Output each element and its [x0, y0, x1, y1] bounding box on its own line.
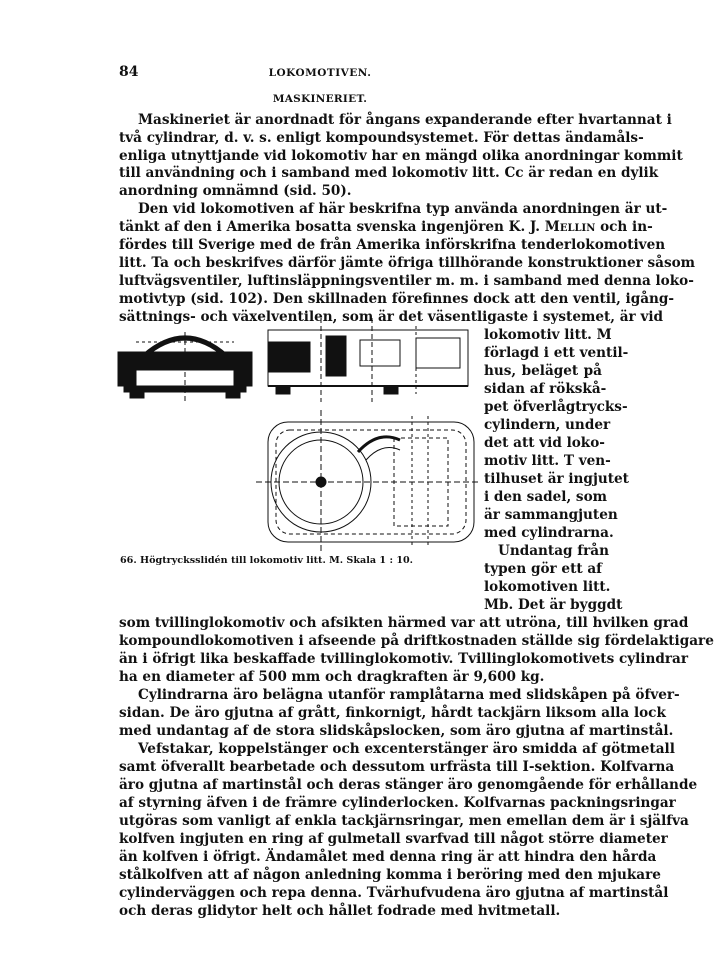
text-line: [119, 219, 653, 235]
text-line: af styrning äfven i de främre cylinderlocken. Kolfvarnas packningsringar: [119, 795, 676, 811]
text-line: ha en diameter af 500 mm och dragkraften är 9,600 kg.: [119, 669, 545, 685]
text-segment: tänkt af den i Amerika bosatta svenska ingenjören K. J.: [119, 219, 545, 235]
text-line: utgöras som vanligt af enkla tackjärnsringar, men emellan dem är i själfva: [119, 813, 689, 829]
text-line: i den sadel, som: [484, 489, 608, 505]
text-line: cylinderväggen och repa denna. Tvärhufvudena äro gjutna af martinstål: [119, 885, 669, 901]
text-line: motivtyp (sid. 102). Den skillnaden förefinnes dock att den ventil, igång-: [119, 291, 675, 307]
text-line: enliga utnyttjande vid lokomotiv har en mängd olika anordningar kommit: [119, 148, 683, 164]
text-line: sättnings- och växelventilen, som är det väsentligaste i systemet, är vid: [119, 309, 664, 325]
text-line: litt. Ta och beskrifves därför jämte öfriga tillhörande konstruktioner såsom: [119, 255, 696, 271]
text-line: äro gjutna af martinstål och deras stänger äro genomgående för erhållande: [119, 777, 698, 793]
section-title: MASKINERIET.: [272, 93, 368, 105]
text-line: fördes till Sverige med de från Amerika införskrifna tenderlokomotiven: [119, 237, 666, 253]
running-head: LOKOMOTIVEN.: [268, 67, 372, 79]
text-line: Undantag från: [498, 543, 609, 559]
text-line: hus, beläget på: [484, 363, 602, 379]
text-line: cylindern, under: [484, 417, 611, 433]
text-line: som tvillinglokomotiv och afsikten härmed var att utröna, till hvilken grad: [119, 615, 689, 631]
text-line: Cylindrarna äro belägna utanför ramplåtarna med slidskåpen på öfver-: [138, 687, 680, 703]
text-line: typen gör ett af: [484, 561, 603, 577]
slide-valve-drawing: [116, 312, 480, 554]
text-line: kompoundlokomotiven i afseende på driftkostnaden ställde sig fördelaktigare: [119, 633, 714, 649]
text-line: sidan af rökskå-: [484, 381, 607, 397]
text-line: Vefstakar, koppelstänger och excenterstänger äro smidda af götmetall: [138, 741, 675, 757]
text-line: lokomotiven litt.: [484, 579, 611, 595]
text-line: motiv litt. T ven-: [484, 453, 611, 469]
text-line: förlagd i ett ventil-: [484, 345, 629, 361]
figure-slide-valve-drawing: [116, 312, 480, 554]
text-line: tilhuset är ingjutet: [484, 471, 629, 487]
text-line: till användning och i samband med lokomotiv litt. Cc är redan en dylik: [119, 165, 659, 181]
text-line: med cylindrarna.: [484, 525, 614, 541]
text-line: pet öfverlågtrycks-: [484, 399, 628, 415]
text-line: det att vid loko-: [484, 435, 605, 451]
text-line: luftvägsventiler, luftinsläppningsventiler m. m. i samband med denna loko-: [119, 273, 694, 289]
text-segment: och in-: [595, 219, 653, 235]
text-line: två cylindrar, d. v. s. enligt kompoundsystemet. För dettas ändamåls-: [119, 130, 644, 146]
text-line: sidan. De äro gjutna af grått, finkornigt, hårdt tackjärn liksom alla lock: [119, 705, 666, 721]
end-section-view: [118, 332, 252, 402]
text-line: än kolfven i öfrigt. Ändamålet med denna ring är att hindra den hårda: [119, 849, 657, 865]
text-line: med undantag af de stora slidskåpslocken, som äro gjutna af martinstål.: [119, 723, 674, 739]
text-line: Maskineriet är anordnadt för ångans expanderande efter hvartannat i: [138, 112, 672, 128]
text-line: stålkolfven att af någon anledning komma i beröring med den mjukare: [119, 867, 661, 883]
longitudinal-section-view: [268, 318, 468, 402]
text-line: och deras glidytor helt och hållet fodrade med hvitmetall.: [119, 903, 561, 919]
figure-caption: 66. Högtrycksslidén till lokomotiv litt. M. Skala 1 : 10.: [120, 555, 414, 566]
text-line: anordning omnämnd (sid. 50).: [119, 183, 352, 199]
plan-view: [256, 410, 478, 554]
page-number: 84: [119, 64, 139, 80]
text-line: kolfven ingjuten en ring af gulmetall svarfvad till något större diameter: [119, 831, 668, 847]
text-line: Den vid lokomotiven af här beskrifna typ använda anordningen är ut-: [138, 201, 668, 217]
name-mellin: Mellin: [544, 219, 596, 235]
text-line: än i öfrigt lika beskaffade tvillinglokomotiv. Tvillinglokomotivets cylindrar: [119, 651, 688, 667]
text-line: Mb. Det är byggdt: [484, 597, 623, 613]
text-line: lokomotiv litt. M: [484, 327, 612, 343]
text-line: är sammangjuten: [484, 507, 618, 523]
text-line: samt öfverallt bearbetade och dessutom urfrästa till I-sektion. Kolfvarna: [119, 759, 675, 775]
